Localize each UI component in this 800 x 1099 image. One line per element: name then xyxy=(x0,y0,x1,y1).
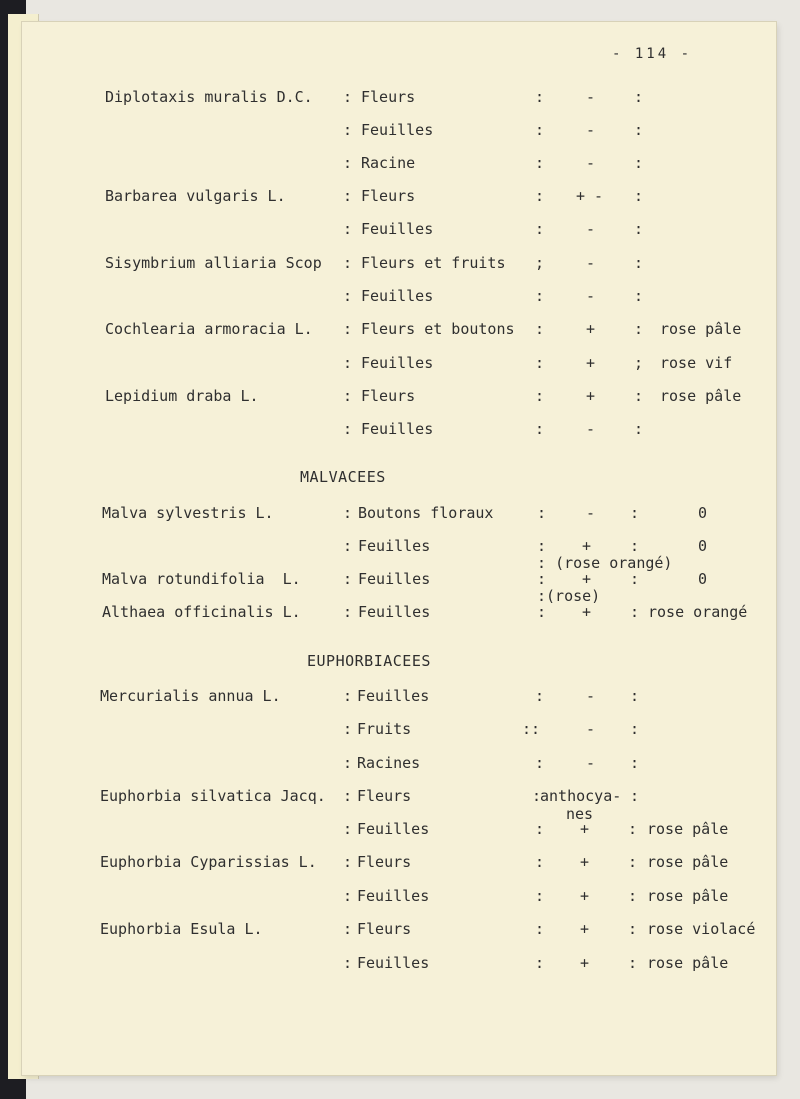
plant-part: Fruits xyxy=(357,720,412,738)
result: + xyxy=(580,954,590,972)
species-name: Cochlearia armoracia L. xyxy=(105,320,313,338)
result: + xyxy=(586,320,596,338)
result: + xyxy=(582,537,592,555)
plant-part: Feuilles xyxy=(358,570,431,588)
plant-part: Fleurs et boutons xyxy=(361,320,515,338)
table-row: Euphorbia silvatica Jacq. : Fleurs : anthocya- : xyxy=(100,787,640,805)
plant-part: Feuilles xyxy=(361,220,434,238)
color-reaction: rose violacé xyxy=(647,920,756,938)
table-row: Diplotaxis muralis D.C. : Fleurs : - : xyxy=(105,88,644,106)
result: - xyxy=(586,220,596,238)
table-row: : Feuilles : + : rose pâle xyxy=(343,954,729,972)
result: + xyxy=(586,354,596,372)
annotation-rose: :(rose) xyxy=(537,587,601,605)
result: + xyxy=(582,603,592,621)
species-name: Diplotaxis muralis D.C. xyxy=(105,88,313,106)
species-name: Sisymbrium alliaria Scop xyxy=(105,254,322,272)
species-name: Barbarea vulgaris L. xyxy=(105,187,286,205)
plant-part: Feuilles xyxy=(361,420,434,438)
color-reaction: 0 xyxy=(698,537,708,555)
plant-part: Feuilles xyxy=(357,687,430,705)
color-reaction: rose orangé xyxy=(648,603,748,621)
table-row: Sisymbrium alliaria Scop : Fleurs et fruits ; - : xyxy=(105,254,644,272)
result: - xyxy=(586,287,596,305)
color-reaction: 0 xyxy=(698,504,708,522)
page-number: - 114 - xyxy=(612,46,693,62)
result: + - xyxy=(576,187,604,205)
plant-part: Fleurs xyxy=(357,920,412,938)
species-name: Althaea officinalis L. xyxy=(102,603,301,621)
table-row: Althaea officinalis L. : Feuilles : + : rose orangé xyxy=(102,603,748,621)
plant-part: Feuilles xyxy=(361,287,434,305)
plant-part: Fleurs xyxy=(357,787,412,805)
species-name: Mercurialis annua L. xyxy=(100,687,281,705)
annotation-nes: nes xyxy=(566,805,594,823)
result: - xyxy=(586,720,596,738)
table-row: : Feuilles : - : xyxy=(343,121,644,139)
result: - xyxy=(586,88,596,106)
plant-part: Fleurs xyxy=(361,387,416,405)
species-name: Malva sylvestris L. xyxy=(102,504,274,522)
result: + xyxy=(580,887,590,905)
plant-part: Feuilles xyxy=(358,603,431,621)
species-name: Euphorbia Cyparissias L. xyxy=(100,853,317,871)
plant-part: Racine xyxy=(361,154,416,172)
species-name: Malva rotundifolia L. xyxy=(102,570,301,588)
table-row: : Feuilles : + : 0 xyxy=(343,537,708,555)
result: + xyxy=(580,853,590,871)
plant-part: Feuilles xyxy=(358,537,431,555)
color-reaction: rose pâle xyxy=(660,387,742,405)
section-heading: EUPHORBIACEES xyxy=(307,652,431,670)
table-row: : Feuilles : + ; rose vif xyxy=(343,354,733,372)
table-row: : Fruits :: - : xyxy=(343,720,640,738)
result: - xyxy=(586,121,596,139)
table-row: : Feuilles : - : xyxy=(343,287,644,305)
result: - xyxy=(586,687,596,705)
table-row: Malva rotundifolia L. : Feuilles : + : 0 xyxy=(102,570,708,588)
table-row: Barbarea vulgaris L. : Fleurs : + - : xyxy=(105,187,644,205)
species-name: Euphorbia Esula L. xyxy=(100,920,263,938)
color-reaction: 0 xyxy=(698,570,708,588)
plant-part: Feuilles xyxy=(357,887,430,905)
color-reaction: rose pâle xyxy=(660,320,742,338)
section-heading: MALVACEES xyxy=(300,468,386,486)
color-reaction: rose pâle xyxy=(647,887,729,905)
table-row: Euphorbia Cyparissias L. : Fleurs : + : rose pâle xyxy=(100,853,729,871)
plant-part: Fleurs xyxy=(361,187,416,205)
plant-part: Fleurs et fruits xyxy=(361,254,506,272)
result: - xyxy=(586,754,596,772)
table-row: : Racines : - : xyxy=(343,754,640,772)
plant-part: Feuilles xyxy=(361,354,434,372)
plant-part: Boutons floraux xyxy=(358,504,494,522)
result: + xyxy=(580,920,590,938)
species-name: Euphorbia silvatica Jacq. xyxy=(100,787,326,805)
table-row: Malva sylvestris L. : Boutons floraux : - : 0 xyxy=(102,504,708,522)
plant-part: Fleurs xyxy=(357,853,412,871)
table-row: : Feuilles : + : rose pâle xyxy=(343,887,729,905)
result: - xyxy=(586,254,596,272)
table-row: : Feuilles : + : rose pâle xyxy=(343,820,729,838)
table-row: Mercurialis annua L. : Feuilles : - : xyxy=(100,687,640,705)
result: + xyxy=(580,820,590,838)
table-row: Cochlearia armoracia L. : Fleurs et boutons : + : rose pâle xyxy=(105,320,742,338)
table-row: : Feuilles : - : xyxy=(343,420,644,438)
annotation-rose-orange: : (rose orangé) xyxy=(537,554,673,572)
plant-part: Feuilles xyxy=(357,954,430,972)
plant-part: Fleurs xyxy=(361,88,416,106)
color-reaction: rose pâle xyxy=(647,954,729,972)
color-reaction: rose pâle xyxy=(647,820,729,838)
color-reaction: rose vif xyxy=(660,354,733,372)
plant-part: Feuilles xyxy=(357,820,430,838)
table-row: : Racine : - : xyxy=(343,154,644,172)
result: - xyxy=(586,504,596,522)
result: - xyxy=(586,420,596,438)
plant-part: Feuilles xyxy=(361,121,434,139)
plant-part: Racines xyxy=(357,754,421,772)
result: + xyxy=(586,387,596,405)
table-row: Euphorbia Esula L. : Fleurs : + : rose violacé xyxy=(100,920,756,938)
result: - xyxy=(586,154,596,172)
species-name: Lepidium draba L. xyxy=(105,387,259,405)
result: anthocya- xyxy=(540,787,622,805)
table-row: : Feuilles : - : xyxy=(343,220,644,238)
result: + xyxy=(582,570,592,588)
table-row: Lepidium draba L. : Fleurs : + : rose pâle xyxy=(105,387,742,405)
color-reaction: rose pâle xyxy=(647,853,729,871)
